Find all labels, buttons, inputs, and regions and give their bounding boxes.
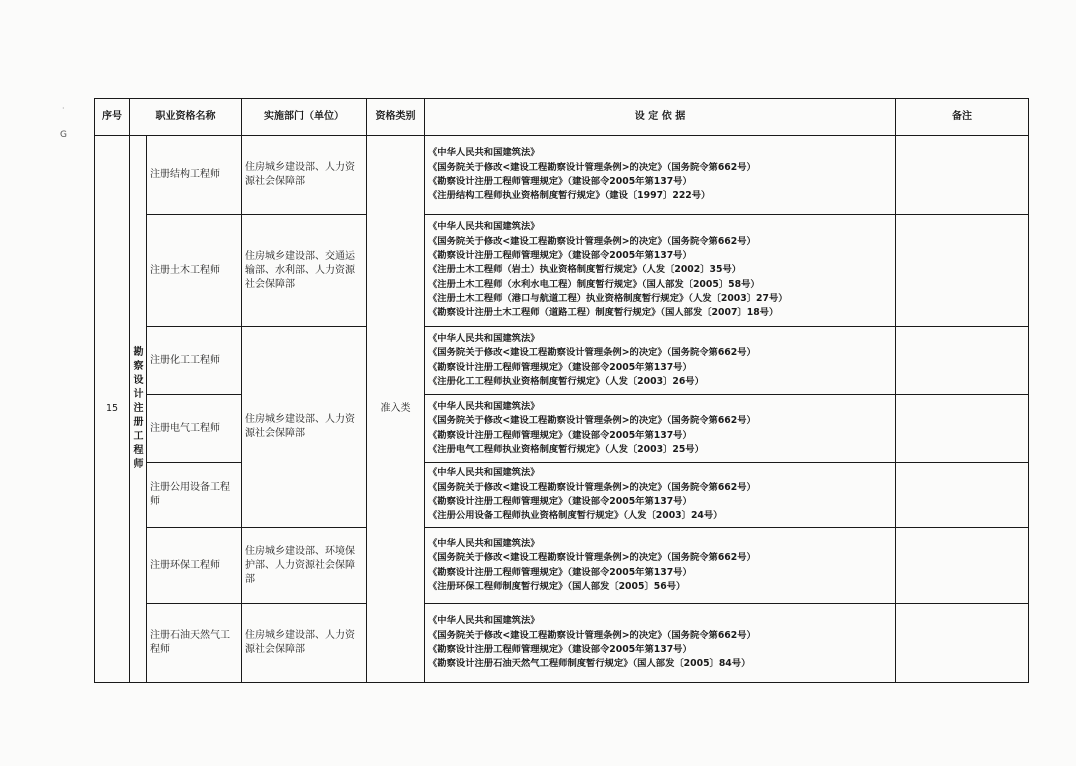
- dept-cell: 住房城乡建设部、人力资源社会保障部: [242, 327, 367, 528]
- basis-cell: [425, 395, 896, 463]
- table-row: [95, 463, 1029, 528]
- basis-line: 《国务院关于修改<建设工程勘察设计管理条例>的决定》（国务院令第662号）: [428, 347, 756, 359]
- name-cell: 注册化工工程师: [147, 327, 242, 395]
- name-cell: 注册结构工程师: [147, 136, 242, 215]
- basis-line: 《中华人民共和国建筑法》: [428, 332, 540, 344]
- header-basis: 设 定 依 据: [425, 99, 896, 136]
- header-dept: 实施部门（单位）: [242, 99, 367, 136]
- basis-line: 《勘察设计注册工程师管理规定》（建设部令2005年第137号）: [428, 250, 692, 262]
- remark-cell: [896, 215, 1029, 327]
- remark-cell: [896, 136, 1029, 215]
- remark-cell: [896, 604, 1029, 683]
- header-name: 职业资格名称: [130, 99, 242, 136]
- margin-mark-top: ·: [62, 104, 65, 113]
- basis-line: 《中华人民共和国建筑法》: [428, 147, 540, 159]
- basis-cell: [425, 327, 896, 395]
- basis-line: 《中华人民共和国建筑法》: [428, 467, 540, 479]
- basis-cell: [425, 215, 896, 327]
- name-cell: 注册公用设备工程师: [147, 463, 242, 528]
- remark-cell: [896, 395, 1029, 463]
- basis-line: 《勘察设计注册工程师管理规定》（建设部令2005年第137号）: [428, 566, 692, 578]
- dept-cell: 住房城乡建设部、人力资源社会保障部: [242, 136, 367, 215]
- name-cell: 注册电气工程师: [147, 395, 242, 463]
- basis-line: 《注册化工工程师执业资格制度暂行规定》（人发〔2003〕26号）: [428, 375, 704, 387]
- margin-mark-side: G: [60, 130, 67, 140]
- name-cell: 注册石油天然气工程师: [147, 604, 242, 683]
- basis-line: 《注册环保工程师制度暂行规定》（国人部发〔2005〕56号）: [428, 580, 686, 592]
- basis-line: 《注册结构工程师执业资格制度暂行规定》（建设〔1997〕222号）: [428, 190, 711, 202]
- basis-line: 《注册土木工程师（港口与航道工程）执业资格制度暂行规定》（人发〔2003〕27号）: [428, 292, 788, 304]
- header-seq: 序号: [95, 99, 130, 136]
- basis-line: 《国务院关于修改<建设工程勘察设计管理条例>的决定》（国务院令第662号）: [428, 235, 756, 247]
- basis-line: 《中华人民共和国建筑法》: [428, 615, 540, 627]
- basis-line: 《国务院关于修改<建设工程勘察设计管理条例>的决定》（国务院令第662号）: [428, 481, 756, 493]
- header-type: 资格类别: [367, 99, 425, 136]
- name-cell: 注册环保工程师: [147, 528, 242, 604]
- basis-line: 《中华人民共和国建筑法》: [428, 537, 540, 549]
- basis-cell: [425, 528, 896, 604]
- basis-cell: [425, 604, 896, 683]
- table-row: [95, 136, 1029, 215]
- basis-line: 《勘察设计注册工程师管理规定》（建设部令2005年第137号）: [428, 176, 692, 187]
- basis-line: 《勘察设计注册工程师管理规定》（建设部令2005年第137号）: [428, 361, 692, 373]
- table-row: [95, 528, 1029, 604]
- table-row: [95, 327, 1029, 395]
- basis-line: 《勘察设计注册石油天然气工程师制度暂行规定》（国人部发〔2005〕84号）: [428, 658, 751, 670]
- basis-line: 《注册电气工程师执业资格制度暂行规定》（人发〔2003〕25号）: [428, 443, 704, 455]
- basis-line: 《国务院关于修改<建设工程勘察设计管理条例>的决定》（国务院令第662号）: [428, 629, 756, 641]
- basis-line: 《注册土木工程师（水利水电工程）制度暂行规定》（国人部发〔2005〕58号）: [428, 278, 760, 290]
- remark-cell: [896, 528, 1029, 604]
- dept-cell: 住房城乡建设部、交通运输部、水利部、人力资源社会保障部: [242, 215, 367, 327]
- remark-cell: [896, 327, 1029, 395]
- basis-line: 《勘察设计注册工程师管理规定》（建设部令2005年第137号）: [428, 496, 692, 507]
- seq-cell: 15: [95, 136, 130, 683]
- basis-line: 《中华人民共和国建筑法》: [428, 400, 540, 412]
- basis-line: 《注册公用设备工程师执业资格制度暂行规定》（人发〔2003〕24号）: [428, 510, 723, 522]
- category-label: 勘察设计注册工程师: [133, 347, 144, 470]
- header-remark: 备注: [896, 99, 1029, 136]
- qualification-table: [94, 98, 1029, 683]
- basis-cell: [425, 136, 896, 215]
- basis-line: 《中华人民共和国建筑法》: [428, 221, 540, 233]
- table-row: [95, 604, 1029, 683]
- header-row: [95, 99, 1029, 136]
- basis-cell: [425, 463, 896, 528]
- basis-line: 《勘察设计注册工程师管理规定》（建设部令2005年第137号）: [428, 644, 692, 655]
- basis-line: 《国务院关于修改<建设工程勘察设计管理条例>的决定》（国务院令第662号）: [428, 415, 756, 427]
- category-cell: [130, 136, 147, 683]
- remark-cell: [896, 463, 1029, 528]
- basis-line: 《勘察设计注册工程师管理规定》（建设部令2005年第137号）: [428, 429, 692, 441]
- dept-cell: 住房城乡建设部、环境保护部、人力资源社会保障部: [242, 528, 367, 604]
- dept-cell: 住房城乡建设部、人力资源社会保障部: [242, 604, 367, 683]
- basis-line: 《注册土木工程师（岩土）执业资格制度暂行规定》（人发〔2002〕35号）: [428, 264, 742, 276]
- name-cell: 注册土木工程师: [147, 215, 242, 327]
- basis-line: 《国务院关于修改<建设工程勘察设计管理条例>的决定》（国务院令第662号）: [428, 552, 756, 564]
- basis-line: 《国务院关于修改<建设工程勘察设计管理条例>的决定》（国务院令第662号）: [428, 161, 756, 173]
- basis-line: 《勘察设计注册土木工程师（道路工程）制度暂行规定》（国人部发〔2007〕18号）: [428, 307, 779, 319]
- type-cell: 准入类: [367, 136, 425, 683]
- table-row: [95, 215, 1029, 327]
- table-row: [95, 395, 1029, 463]
